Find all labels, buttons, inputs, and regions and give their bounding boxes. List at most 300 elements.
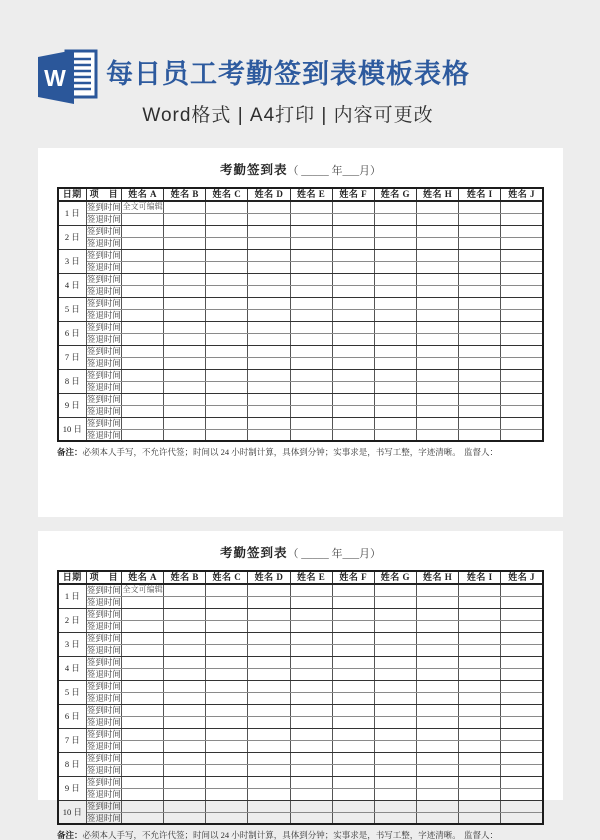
entry-cell <box>417 776 459 788</box>
entry-cell <box>417 584 459 596</box>
entry-cell <box>459 584 501 596</box>
entry-cell <box>501 213 543 225</box>
entry-cell <box>290 213 332 225</box>
entry-cell <box>206 309 248 321</box>
entry-cell <box>248 345 290 357</box>
entry-cell <box>290 261 332 273</box>
entry-cell <box>417 668 459 680</box>
entry-cell <box>501 764 543 776</box>
entry-cell <box>164 273 206 285</box>
entry-cell <box>459 776 501 788</box>
day-cell: 2 日 <box>58 225 86 249</box>
entry-cell <box>164 321 206 333</box>
entry-cell <box>501 357 543 369</box>
entry-cell <box>290 297 332 309</box>
entry-cell <box>248 596 290 608</box>
entry-cell <box>206 405 248 417</box>
sheet-title-suffix: （ _____ 年___月） <box>287 165 381 177</box>
entry-cell <box>248 680 290 692</box>
entry-cell <box>459 620 501 632</box>
entry-cell <box>501 369 543 381</box>
entry-cell <box>459 680 501 692</box>
day-cell: 2 日 <box>58 608 86 632</box>
entry-cell <box>290 716 332 728</box>
entry-cell <box>164 740 206 752</box>
entry-cell <box>417 309 459 321</box>
entry-cell <box>501 201 543 213</box>
header-text <box>0 0 588 127</box>
entry-cell <box>206 752 248 764</box>
entry-cell <box>501 800 543 812</box>
entry-cell <box>501 788 543 800</box>
entry-cell <box>374 800 416 812</box>
entry-cell <box>164 764 206 776</box>
entry-cell <box>122 680 164 692</box>
entry-cell <box>501 776 543 788</box>
entry-cell <box>332 584 374 596</box>
entry-cell <box>290 429 332 441</box>
entry-cell <box>164 393 206 405</box>
entry-cell <box>501 261 543 273</box>
entry-cell <box>417 393 459 405</box>
entry-cell <box>459 285 501 297</box>
row-type-cell: 签到时间 <box>86 321 121 332</box>
entry-cell <box>459 309 501 321</box>
entry-cell <box>206 800 248 812</box>
entry-cell <box>459 716 501 728</box>
entry-cell <box>248 393 290 405</box>
entry-cell <box>206 417 248 429</box>
row-type-cell: 签到时间 <box>86 752 121 763</box>
entry-cell <box>417 692 459 704</box>
sheet-title-main: 考勤签到表 <box>219 163 288 177</box>
day-cell: 9 日 <box>58 393 86 417</box>
entry-cell <box>459 381 501 393</box>
row-type-cell: 签退时间 <box>86 740 121 751</box>
entry-cell <box>206 608 248 620</box>
row-type-cell: 签到时间 <box>86 704 121 715</box>
entry-cell <box>374 584 416 596</box>
entry-cell <box>248 237 290 249</box>
entry-cell <box>164 728 206 740</box>
entry-cell <box>290 728 332 740</box>
entry-cell <box>206 728 248 740</box>
column-header: 项 目 <box>86 188 121 201</box>
entry-cell <box>248 333 290 345</box>
entry-cell <box>290 644 332 656</box>
entry-cell <box>164 608 206 620</box>
entry-cell <box>374 261 416 273</box>
entry-cell <box>332 728 374 740</box>
entry-cell <box>332 680 374 692</box>
entry-cell <box>290 393 332 405</box>
entry-cell <box>459 668 501 680</box>
note-text: 必须本人手写，不允许代签；时间以 24 小时制计算，具体到分钟；实事求是，书写工整，字迹清晰。 <box>82 447 461 457</box>
column-header: 姓名 B <box>164 571 206 584</box>
entry-cell <box>248 429 290 441</box>
entry-cell <box>206 285 248 297</box>
entry-cell <box>248 692 290 704</box>
word-icon-letter: W <box>44 65 66 91</box>
entry-cell <box>206 692 248 704</box>
entry-cell <box>122 321 164 333</box>
column-header: 姓名 I <box>459 571 501 584</box>
entry-cell <box>290 620 332 632</box>
entry-cell <box>332 369 374 381</box>
row-type-cell: 签退时间 <box>86 764 121 775</box>
row-type-cell: 签到时间 <box>86 656 121 667</box>
entry-cell <box>332 213 374 225</box>
entry-cell <box>374 656 416 668</box>
page-title: 每日员工考勤签到表模板表格 <box>106 59 470 89</box>
entry-cell <box>374 285 416 297</box>
entry-cell <box>459 405 501 417</box>
day-cell: 4 日 <box>58 273 86 297</box>
entry-cell <box>290 321 332 333</box>
entry-cell <box>164 596 206 608</box>
entry-cell <box>501 309 543 321</box>
entry-cell <box>417 608 459 620</box>
document-preview-1 <box>38 148 563 517</box>
entry-cell <box>248 273 290 285</box>
day-cell: 7 日 <box>58 345 86 369</box>
column-header: 姓名 D <box>248 188 290 201</box>
entry-cell <box>206 225 248 237</box>
row-type-cell: 签退时间 <box>86 668 121 679</box>
sheet-title <box>38 162 563 179</box>
entry-cell <box>290 740 332 752</box>
entry-cell <box>164 405 206 417</box>
entry-cell <box>374 201 416 213</box>
entry-cell <box>248 213 290 225</box>
entry-cell <box>332 812 374 824</box>
entry-cell <box>290 776 332 788</box>
entry-cell <box>206 812 248 824</box>
entry-cell <box>122 429 164 441</box>
entry-cell <box>122 596 164 608</box>
column-header: 姓名 C <box>206 188 248 201</box>
entry-cell <box>206 644 248 656</box>
entry-cell <box>417 249 459 261</box>
entry-cell <box>122 285 164 297</box>
entry-cell <box>417 381 459 393</box>
column-header: 姓名 E <box>290 188 332 201</box>
row-type-cell: 签退时间 <box>86 405 121 416</box>
entry-cell <box>248 357 290 369</box>
entry-cell <box>501 285 543 297</box>
column-header: 姓名 F <box>332 188 374 201</box>
column-header: 姓名 H <box>417 571 459 584</box>
entry-cell <box>248 405 290 417</box>
entry-cell <box>417 680 459 692</box>
entry-cell <box>164 201 206 213</box>
entry-cell <box>164 668 206 680</box>
row-type-cell: 签退时间 <box>86 812 121 823</box>
entry-cell <box>459 333 501 345</box>
entry-cell <box>122 692 164 704</box>
entry-cell <box>206 321 248 333</box>
entry-cell <box>459 692 501 704</box>
entry-cell <box>122 393 164 405</box>
entry-cell <box>417 632 459 644</box>
entry-cell <box>206 596 248 608</box>
entry-cell <box>417 740 459 752</box>
entry-cell <box>501 584 543 596</box>
entry-cell <box>290 357 332 369</box>
entry-cell <box>332 620 374 632</box>
entry-cell <box>122 369 164 381</box>
entry-cell <box>290 309 332 321</box>
day-cell: 1 日 <box>58 201 86 225</box>
entry-cell <box>206 357 248 369</box>
entry-cell <box>164 237 206 249</box>
entry-cell <box>374 345 416 357</box>
sheet-note <box>57 830 544 840</box>
entry-cell <box>290 584 332 596</box>
entry-cell <box>501 345 543 357</box>
entry-cell <box>122 608 164 620</box>
entry-cell <box>501 297 543 309</box>
entry-cell <box>501 728 543 740</box>
column-header: 姓名 G <box>374 571 416 584</box>
entry-cell <box>206 201 248 213</box>
entry-cell <box>374 213 416 225</box>
entry-cell <box>290 680 332 692</box>
entry-cell <box>248 812 290 824</box>
entry-cell <box>290 285 332 297</box>
entry-cell <box>501 381 543 393</box>
entry-cell <box>164 812 206 824</box>
entry-cell <box>122 764 164 776</box>
entry-cell <box>332 201 374 213</box>
entry-cell <box>459 201 501 213</box>
entry-cell <box>122 273 164 285</box>
entry-cell <box>290 369 332 381</box>
entry-cell <box>332 596 374 608</box>
entry-cell <box>122 225 164 237</box>
entry-cell <box>417 345 459 357</box>
entry-cell <box>374 752 416 764</box>
entry-cell <box>122 716 164 728</box>
document-preview-2 <box>38 531 563 840</box>
entry-cell <box>374 776 416 788</box>
column-header: 姓名 A <box>122 571 164 584</box>
entry-cell <box>332 357 374 369</box>
entry-cell <box>417 788 459 800</box>
entry-cell <box>417 656 459 668</box>
entry-cell <box>248 381 290 393</box>
entry-cell <box>164 620 206 632</box>
row-type-cell: 签退时间 <box>86 285 121 296</box>
row-type-cell: 签到时间 <box>86 249 121 260</box>
row-type-cell: 签退时间 <box>86 716 121 727</box>
row-type-cell: 签到时间 <box>86 273 121 284</box>
row-type-cell: 签到时间 <box>86 632 121 643</box>
entry-cell <box>248 369 290 381</box>
entry-cell <box>164 788 206 800</box>
row-type-cell: 签退时间 <box>86 429 121 440</box>
entry-cell <box>459 345 501 357</box>
row-type-cell: 签退时间 <box>86 620 121 631</box>
entry-cell <box>332 225 374 237</box>
row-type-cell: 签退时间 <box>86 309 121 320</box>
day-cell: 7 日 <box>58 728 86 752</box>
row-type-cell: 签到时间 <box>86 608 121 619</box>
entry-cell <box>374 417 416 429</box>
entry-cell <box>206 704 248 716</box>
entry-cell <box>290 656 332 668</box>
entry-cell <box>459 261 501 273</box>
entry-cell <box>417 333 459 345</box>
entry-cell <box>374 369 416 381</box>
entry-cell <box>290 333 332 345</box>
day-cell: 10 日 <box>58 800 86 824</box>
entry-cell <box>206 632 248 644</box>
column-header: 姓名 H <box>417 188 459 201</box>
entry-cell <box>248 584 290 596</box>
entry-cell <box>248 608 290 620</box>
day-cell: 8 日 <box>58 752 86 776</box>
entry-cell <box>374 704 416 716</box>
entry-cell <box>206 716 248 728</box>
entry-cell <box>459 812 501 824</box>
entry-cell <box>459 728 501 740</box>
entry-cell <box>122 800 164 812</box>
entry-cell <box>417 417 459 429</box>
entry-cell <box>164 249 206 261</box>
entry-cell <box>374 644 416 656</box>
entry-cell <box>122 740 164 752</box>
entry-cell <box>248 261 290 273</box>
row-type-cell: 签到时间 <box>86 417 121 428</box>
entry-cell <box>374 225 416 237</box>
entry-cell <box>206 788 248 800</box>
entry-cell <box>206 680 248 692</box>
entry-cell <box>248 704 290 716</box>
entry-cell <box>290 668 332 680</box>
entry-cell <box>164 333 206 345</box>
entry-cell <box>374 309 416 321</box>
entry-cell <box>459 225 501 237</box>
entry-cell <box>122 249 164 261</box>
entry-cell <box>501 405 543 417</box>
day-cell: 3 日 <box>58 249 86 273</box>
entry-cell <box>248 788 290 800</box>
entry-cell <box>206 776 248 788</box>
entry-cell <box>501 393 543 405</box>
entry-cell <box>248 225 290 237</box>
entry-cell <box>206 656 248 668</box>
entry-cell <box>459 429 501 441</box>
entry-cell <box>290 692 332 704</box>
entry-cell <box>417 644 459 656</box>
sheet-note <box>57 447 544 457</box>
column-header: 姓名 G <box>374 188 416 201</box>
entry-cell <box>417 369 459 381</box>
entry-cell <box>374 333 416 345</box>
supervisor-label: 监督人： <box>463 447 498 457</box>
day-cell: 5 日 <box>58 297 86 321</box>
entry-cell <box>374 596 416 608</box>
row-type-cell: 签到时间 <box>86 776 121 787</box>
entry-cell <box>332 405 374 417</box>
entry-cell <box>374 692 416 704</box>
entry-cell <box>248 728 290 740</box>
entry-cell <box>206 333 248 345</box>
entry-cell <box>248 297 290 309</box>
entry-cell <box>206 213 248 225</box>
entry-cell <box>501 656 543 668</box>
attendance-table <box>57 187 544 442</box>
column-header: 日期 <box>58 571 86 584</box>
entry-cell <box>122 704 164 716</box>
entry-cell <box>290 704 332 716</box>
row-type-cell: 签退时间 <box>86 261 121 272</box>
entry-cell <box>332 740 374 752</box>
column-header: 姓名 E <box>290 571 332 584</box>
row-type-cell: 签到时间 <box>86 585 121 595</box>
sheet-title <box>38 545 563 562</box>
entry-cell <box>164 357 206 369</box>
entry-cell <box>417 800 459 812</box>
entry-cell <box>374 393 416 405</box>
entry-cell <box>417 716 459 728</box>
column-header: 姓名 J <box>501 188 543 201</box>
entry-cell <box>164 644 206 656</box>
supervisor-label: 监督人： <box>463 830 498 840</box>
entry-cell <box>501 704 543 716</box>
entry-cell <box>459 632 501 644</box>
entry-cell <box>290 752 332 764</box>
entry-cell <box>459 297 501 309</box>
entry-cell <box>122 309 164 321</box>
entry-cell <box>332 273 374 285</box>
entry-cell <box>164 261 206 273</box>
entry-cell <box>122 297 164 309</box>
entry-cell <box>459 237 501 249</box>
entry-cell <box>417 429 459 441</box>
entry-cell <box>206 429 248 441</box>
entry-cell <box>501 752 543 764</box>
row-type-cell: 签到时间 <box>86 225 121 236</box>
entry-cell <box>459 213 501 225</box>
entry-cell <box>374 297 416 309</box>
entry-cell <box>501 608 543 620</box>
entry-cell <box>332 249 374 261</box>
entry-cell <box>374 680 416 692</box>
day-cell: 3 日 <box>58 632 86 656</box>
entry-cell <box>332 381 374 393</box>
entry-cell <box>417 237 459 249</box>
entry-cell <box>459 393 501 405</box>
entry-cell <box>122 776 164 788</box>
entry-cell <box>332 237 374 249</box>
entry-cell <box>164 213 206 225</box>
entry-cell <box>332 309 374 321</box>
entry-cell <box>122 345 164 357</box>
entry-cell <box>122 728 164 740</box>
entry-cell <box>164 584 206 596</box>
editable-hint-cell: 全文可编辑 <box>122 585 163 595</box>
entry-cell <box>290 764 332 776</box>
entry-cell <box>374 357 416 369</box>
row-type-cell: 签退时间 <box>86 213 121 224</box>
entry-cell <box>417 812 459 824</box>
entry-cell <box>374 237 416 249</box>
entry-cell <box>290 405 332 417</box>
entry-cell <box>206 740 248 752</box>
entry-cell <box>459 417 501 429</box>
